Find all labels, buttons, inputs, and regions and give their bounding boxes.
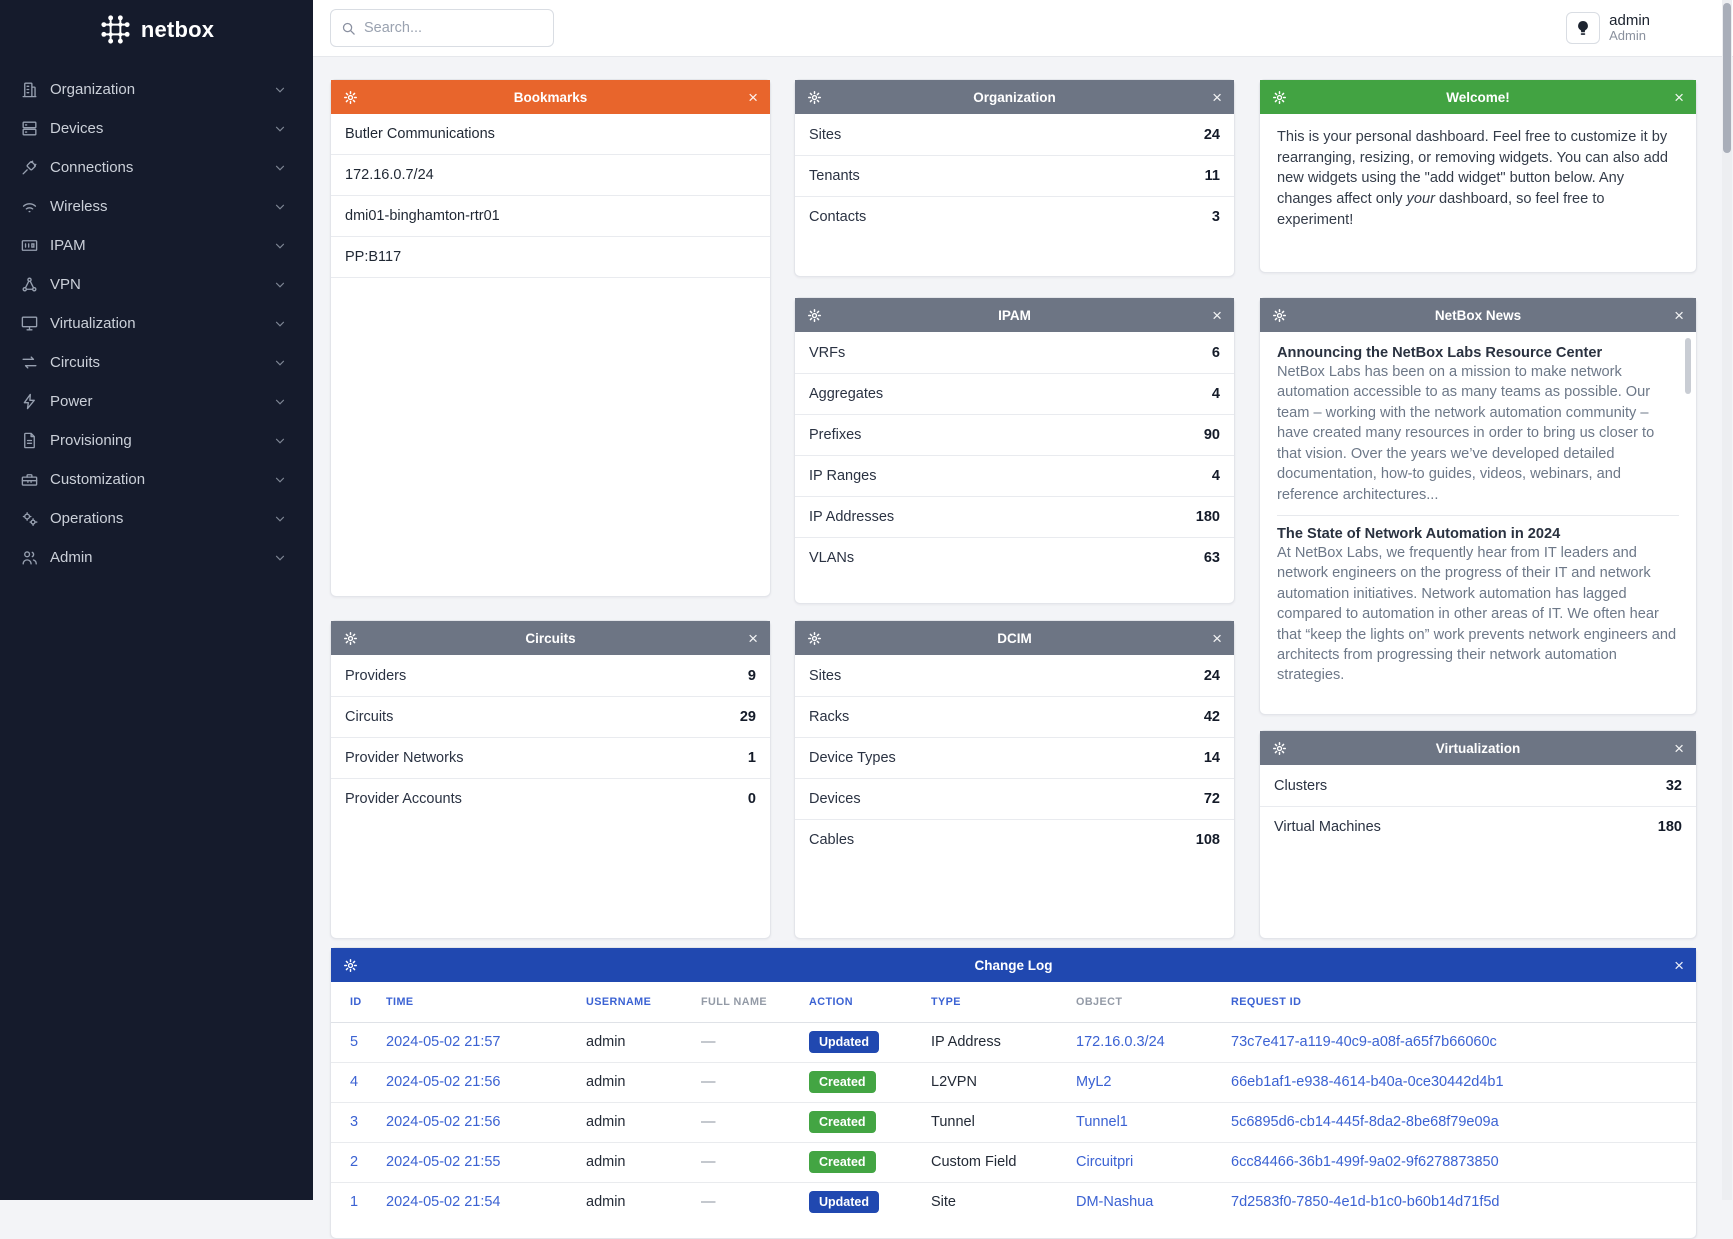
sidebar-item-ipam[interactable] [0,226,313,265]
change-type: Tunnel [931,1114,975,1130]
bookmark-item [331,196,770,237]
close-icon[interactable]: × [748,87,758,107]
stat-row [1260,765,1696,806]
change-full-name: — [701,1154,716,1170]
changelog-row [331,1062,1696,1102]
chevron-down-icon [273,473,287,487]
stat-row [795,373,1234,414]
stat-label[interactable]: VLANs [809,550,855,566]
change-time-link[interactable]: 2024-05-02 21:56 [386,1074,501,1090]
ipam-grid-icon [20,236,40,256]
news-widget-header [1260,298,1696,332]
stat-value: 42 [1203,709,1220,725]
change-username: admin [586,1114,626,1130]
sidebar-item-label: Power [50,393,93,410]
changelog-widget-header [331,948,1696,982]
change-username: admin [586,1074,626,1090]
dcim-widget [794,620,1235,939]
sidebar [0,0,313,1200]
changelog-header-row [331,982,1696,1022]
stat-value: 24 [1203,667,1220,684]
username: admin [1609,12,1650,29]
user-area [1566,12,1650,44]
organization-widget-header [795,80,1234,114]
change-username: admin [586,1194,626,1211]
sidebar-item-devices[interactable] [0,109,313,148]
widget-title: Change Log [974,957,1053,973]
bookmark-link[interactable]: Butler Communications [345,126,495,142]
bookmark-link[interactable]: PP:B117 [345,249,402,265]
news-article-text: NetBox Labs has been on a mission to make network automation accessible to as many teams as possible. Our team – working with the network automation community – have created many resources in order to bring us closer to that vision. Over the years we’ve developed detailed documentation, how-to guides, videos, webinars, and reference architectures... [1277,364,1655,503]
gear-icon[interactable] [343,631,358,646]
bookmarks-widget [330,79,771,597]
change-time-link[interactable]: 2024-05-02 21:55 [386,1154,501,1170]
transfer-icon [20,353,40,373]
sidebar-item-admin[interactable] [0,538,313,577]
sidebar-item-provisioning[interactable] [0,421,313,460]
sidebar-item-label: IPAM [50,237,86,254]
changelog-widget [330,947,1697,1239]
bookmark-item [331,155,770,196]
change-time-link[interactable]: 2024-05-02 21:56 [386,1114,501,1130]
chevron-down-icon [273,122,287,136]
stat-label[interactable]: Aggregates [809,386,884,402]
welcome-widget-header [1260,80,1696,114]
stat-value: 180 [1195,509,1220,525]
column-header-username[interactable]: USERNAME [586,995,652,1008]
widget-title: IPAM [998,307,1031,323]
widget-title: Virtualization [1435,740,1521,756]
stat-row [795,496,1234,537]
change-request-id-link[interactable]: 73c7e417-a119-40c9-a08f-a65f7b66060c [1231,1034,1497,1050]
changelog-row [331,1142,1696,1182]
stat-value: 24 [1203,126,1220,143]
monitor-icon [20,314,40,334]
news-body [1260,332,1696,696]
stat-row [795,737,1234,778]
close-icon[interactable]: × [1674,955,1684,975]
stat-value: 90 [1203,427,1220,443]
widget-title: Welcome! [1446,89,1510,105]
sidebar-item-label: Operations [50,510,124,527]
action-badge: Created [809,1111,876,1133]
stat-row [795,332,1234,373]
stat-label[interactable]: Devices [809,791,861,807]
bookmarks-widget-header [331,80,770,114]
close-icon[interactable]: × [1212,305,1222,325]
theme-toggle-button[interactable] [1566,12,1600,44]
stat-label[interactable]: Circuits [345,709,394,725]
stat-row [795,537,1234,578]
document-icon [20,431,40,451]
stat-value: 4 [1211,468,1220,484]
chevron-down-icon [273,83,287,97]
change-id-link[interactable]: 4 [350,1074,359,1090]
change-id-link[interactable]: 3 [350,1114,359,1130]
gear-icon[interactable] [1272,741,1287,756]
sidebar-item-vpn[interactable] [0,265,313,304]
gear-icon[interactable] [807,308,822,323]
stat-label[interactable]: VRFs [809,344,846,361]
column-header-full-name: FULL NAME [701,995,768,1008]
stat-row [795,819,1234,860]
change-object-link[interactable]: MyL2 [1076,1074,1112,1090]
stat-label[interactable]: Provider Accounts [345,791,462,807]
chevron-down-icon [273,239,287,253]
stat-label[interactable]: Contacts [809,209,867,225]
change-request-id-link[interactable]: 6cc84466-36b1-499f-9a02-9f6278873850 [1231,1154,1499,1170]
sidebar-item-circuits[interactable] [0,343,313,382]
stat-value: 32 [1665,777,1682,794]
stat-label[interactable]: Prefixes [809,427,862,443]
change-object-link[interactable]: 172.16.0.3/24 [1076,1034,1165,1050]
close-icon[interactable]: × [1674,738,1684,758]
stat-row [331,737,770,778]
change-username: admin [586,1034,626,1050]
stat-value: 1 [747,750,756,766]
sidebar-item-label: Virtualization [50,315,136,332]
sidebar-item-label: Devices [50,120,104,137]
bookmark-item [331,237,770,278]
virtualization-widget [1259,730,1697,939]
share-nodes-icon [20,275,40,295]
stat-value: 14 [1203,750,1220,766]
change-type: Custom Field [931,1154,1017,1170]
chevron-down-icon [273,317,287,331]
plug-icon [20,158,40,178]
widget-title: Circuits [525,630,576,646]
sidebar-item-wireless[interactable] [0,187,313,226]
bookmark-link[interactable]: dmi01-binghamton-rtr01 [345,208,500,224]
column-header-object: OBJECT [1076,995,1123,1008]
stat-label[interactable]: Clusters [1274,777,1328,794]
change-type: Site [931,1194,956,1211]
page-scrollbar-thumb[interactable] [1723,3,1731,153]
change-id-link[interactable]: 2 [350,1154,359,1170]
column-header-action[interactable]: ACTION [809,995,853,1008]
sidebar-item-virtualization[interactable] [0,304,313,343]
stat-row [795,114,1234,155]
change-object-link[interactable]: DM-Nashua [1076,1194,1154,1211]
stat-row [795,155,1234,196]
changelog-row [331,1102,1696,1142]
toolbox-icon [20,470,40,490]
action-badge: Updated [809,1191,879,1213]
changelog-table [331,982,1696,1222]
search-icon [341,21,356,36]
stat-label[interactable]: IP Addresses [809,509,895,525]
change-time-link[interactable]: 2024-05-02 21:57 [386,1034,501,1050]
news-article-link[interactable]: The State of Network Automation in 2024 [1277,525,1561,542]
bookmark-item [331,114,770,155]
stat-row [795,778,1234,819]
widget-title: Organization [973,89,1056,105]
gear-icon[interactable] [807,631,822,646]
netbox-logo-icon [99,13,132,46]
change-id-link[interactable]: 5 [350,1034,359,1050]
widget-title: DCIM [997,630,1032,646]
change-type: IP Address [931,1034,1001,1050]
chevron-down-icon [273,434,287,448]
bookmark-link[interactable]: 172.16.0.7/24 [345,167,434,183]
stat-row [331,655,770,696]
stat-label[interactable]: Providers [345,667,407,684]
stat-value: 180 [1657,819,1682,835]
user-role: Admin [1609,28,1646,44]
changelog-row [331,1022,1696,1062]
netbox-news-widget [1259,297,1697,715]
close-icon[interactable]: × [1212,628,1222,648]
sidebar-item-label: Circuits [50,354,101,371]
chevron-down-icon [273,512,287,526]
page-scrollbar-track[interactable] [1722,0,1732,1200]
stat-label[interactable]: Tenants [809,168,860,184]
change-object-link[interactable]: Tunnel1 [1076,1114,1128,1130]
circuits-widget-header [331,621,770,655]
sidebar-item-label: Connections [50,159,134,176]
stat-value: 108 [1195,832,1220,848]
users-icon [20,548,40,568]
welcome-widget [1259,79,1697,273]
stat-label[interactable]: Cables [809,832,855,848]
stat-value: 11 [1204,168,1220,184]
search-box[interactable] [330,9,554,47]
stat-value: 3 [1211,209,1220,225]
sidebar-nav [0,70,313,577]
gears-icon [20,509,40,529]
change-full-name: — [701,1034,716,1050]
chevron-down-icon [273,395,287,409]
change-full-name: — [701,1194,716,1211]
ipam-widget [794,297,1235,604]
change-request-id-link[interactable]: 5c6895d6-cb14-445f-8da2-8be68f79e09a [1231,1114,1499,1130]
change-request-id-link[interactable]: 66eb1af1-e938-4614-b40a-0ce30442d4b1 [1231,1074,1504,1090]
dcim-widget-header [795,621,1234,655]
chevron-down-icon [273,200,287,214]
stat-value: 29 [739,709,756,725]
stat-row [331,696,770,737]
changelog-row [331,1182,1696,1222]
change-request-id-link[interactable]: 7d2583f0-7850-4e1d-b1c0-b60b14d71f5d [1231,1194,1500,1211]
stat-row [795,655,1234,696]
logo-text: netbox [140,16,215,42]
stat-label[interactable]: Device Types [809,750,896,766]
sidebar-item-label: Wireless [50,198,108,215]
column-header-request-id[interactable]: REQUEST ID [1231,995,1302,1008]
stat-row [1260,806,1696,847]
sidebar-item-label: Organization [50,81,136,98]
stat-label[interactable]: Provider Networks [345,750,464,766]
close-icon[interactable]: × [1674,305,1684,325]
topbar [313,0,1733,57]
gear-icon[interactable] [1272,308,1287,323]
stat-value: 72 [1203,791,1220,807]
gear-icon[interactable] [807,90,822,105]
circuits-widget [330,620,771,939]
stat-label[interactable]: Sites [809,667,842,684]
action-badge: Created [809,1071,876,1093]
search-input[interactable] [364,20,524,36]
change-object-link[interactable]: Circuitpri [1076,1154,1134,1170]
stat-row [795,196,1234,237]
stat-value: 4 [1211,386,1220,402]
action-badge: Updated [809,1031,879,1053]
stat-row [795,414,1234,455]
stat-label[interactable]: IP Ranges [809,468,877,484]
stat-value: 63 [1203,550,1220,566]
sidebar-item-label: Provisioning [50,432,132,449]
change-time-link[interactable]: 2024-05-02 21:54 [386,1194,501,1211]
chevron-down-icon [273,356,287,370]
change-full-name: — [701,1114,716,1130]
sidebar-item-label: Admin [50,549,93,566]
news-scrollbar-thumb[interactable] [1685,338,1691,394]
change-full-name: — [701,1074,716,1090]
close-icon[interactable]: × [1212,87,1222,107]
sidebar-item-connections[interactable] [0,148,313,187]
sidebar-item-power[interactable] [0,382,313,421]
stat-row [795,696,1234,737]
gear-icon[interactable] [1272,90,1287,105]
stat-label[interactable]: Sites [809,126,842,143]
ipam-widget-header [795,298,1234,332]
sidebar-item-label: VPN [50,276,81,293]
close-icon[interactable]: × [748,628,758,648]
user-menu[interactable] [1609,12,1650,44]
netbox-logo[interactable] [0,0,313,56]
sidebar-item-customization[interactable] [0,460,313,499]
lightbulb-icon [1576,20,1590,37]
change-username: admin [586,1154,626,1170]
news-article-text: At NetBox Labs, we frequently hear from IT leaders and network engineers on the progress of their IT and network automation initiatives. Network automation has lagged compared to automation in other areas of IT. We often hear that “keep the lights on” work prevents network engineers and architects from progressing their network automation strategies. [1277,544,1677,684]
gear-icon[interactable] [343,958,358,973]
building-icon [20,80,40,100]
chevron-down-icon [273,278,287,292]
stat-label[interactable]: Racks [809,709,850,725]
server-icon [20,119,40,139]
chevron-down-icon [273,161,287,175]
virtualization-widget-header [1260,731,1696,765]
stat-value: 9 [747,667,756,684]
action-badge: Created [809,1151,876,1173]
divider [1277,515,1679,516]
stat-label[interactable]: Virtual Machines [1274,819,1381,835]
stat-value: 6 [1211,344,1220,361]
widget-title: NetBox News [1434,307,1522,323]
sidebar-item-operations[interactable] [0,499,313,538]
news-article-link[interactable]: Announcing the NetBox Labs Resource Center [1277,345,1603,361]
welcome-text: This is your personal dashboard. Feel free to customize it by rearranging, resizing, or removing widgets. You can also add new widgets using the "add widget" button below. Any changes affect only your dashboard, so feel free to experiment! [1277,129,1669,228]
widget-title: Bookmarks [513,89,588,105]
bolt-icon [20,392,40,412]
column-header-id[interactable]: ID [350,995,362,1008]
organization-widget [794,79,1235,277]
stat-row [331,778,770,819]
gear-icon[interactable] [343,90,358,105]
stat-value: 0 [747,791,756,807]
sidebar-item-label: Customization [50,471,146,488]
column-header-time[interactable]: TIME [386,995,414,1008]
change-type: L2VPN [931,1074,977,1090]
change-id-link[interactable]: 1 [350,1194,359,1211]
sidebar-item-organization[interactable] [0,70,313,109]
wifi-icon [20,197,40,217]
close-icon[interactable]: × [1674,87,1684,107]
column-header-type[interactable]: TYPE [931,995,961,1008]
chevron-down-icon [273,551,287,565]
stat-row [795,455,1234,496]
